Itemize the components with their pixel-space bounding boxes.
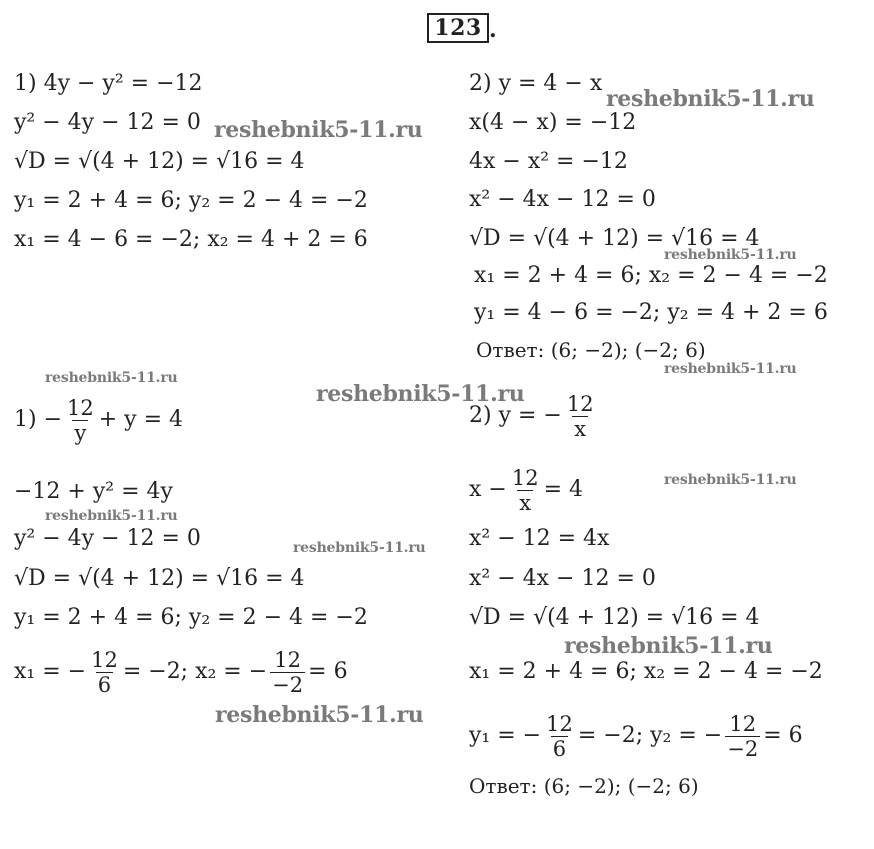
line-d3: x² − 12 = 4x <box>469 526 610 551</box>
c6-fraction-1 <box>89 648 120 697</box>
d2-denominator: x <box>519 490 532 515</box>
d1-fraction <box>565 392 596 441</box>
line-a4: y₁ = 2 + 4 = 6; y₂ = 2 − 4 = −2 <box>14 188 368 213</box>
line-a3: √D = √(4 + 12) = √16 = 4 <box>14 149 305 174</box>
d7-fraction-1 <box>544 712 575 761</box>
line-d6: x₁ = 2 + 4 = 6; x₂ = 2 − 4 = −2 <box>469 659 823 684</box>
line-c4: √D = √(4 + 12) = √16 = 4 <box>14 566 305 591</box>
watermark: reshebnik5-11.ru <box>45 370 178 386</box>
line-b5: √D = √(4 + 12) = √16 = 4 <box>469 226 760 251</box>
d7-post: = 6 <box>763 723 803 748</box>
d7-numerator-2: 12 <box>729 711 757 736</box>
line-b2: x(4 − x) = −12 <box>469 110 637 135</box>
line-a1: 1) 4y − y² = −12 <box>14 71 203 96</box>
d1-numerator: 12 <box>566 391 594 416</box>
d2-pre: x − <box>469 477 507 502</box>
line-b6: x₁ = 2 + 4 = 6; x₂ = 2 − 4 = −2 <box>474 263 828 288</box>
line-d5: √D = √(4 + 12) = √16 = 4 <box>469 605 760 630</box>
c6-mid: = −2; x₂ = − <box>122 659 268 684</box>
problem-number-dot: . <box>489 17 497 43</box>
line-b3: 4x − x² = −12 <box>469 149 628 174</box>
line-b1: 2) y = 4 − x <box>469 71 603 96</box>
d7-mid: = −2; y₂ = − <box>577 723 723 748</box>
problem-number: 123 <box>434 15 482 41</box>
watermark: reshebnik5-11.ru <box>664 472 797 488</box>
c6-numerator-2: 12 <box>274 647 302 672</box>
c1-numerator: 12 <box>67 395 94 420</box>
c6-denominator-2: −2 <box>272 672 304 697</box>
line-c3: y² − 4y − 12 = 0 <box>14 526 201 551</box>
c1-fraction <box>65 396 96 445</box>
d7-denominator-1: 6 <box>552 736 567 761</box>
line-c2: −12 + y² = 4y <box>14 479 173 504</box>
watermark: reshebnik5-11.ru <box>214 117 423 143</box>
line-b4: x² − 4x − 12 = 0 <box>469 187 656 212</box>
line-d7 <box>469 706 803 766</box>
watermark: reshebnik5-11.ru <box>606 86 815 112</box>
line-d2 <box>469 460 583 520</box>
answer-b: Ответ: (6; −2); (−2; 6) <box>476 338 706 362</box>
c1-post: + y = 4 <box>98 407 184 432</box>
d7-numerator-1: 12 <box>546 711 573 736</box>
d2-numerator: 12 <box>511 465 539 490</box>
watermark: reshebnik5-11.ru <box>664 361 797 377</box>
d7-pre: y₁ = − <box>469 723 542 748</box>
answer-d: Ответ: (6; −2); (−2; 6) <box>469 774 699 798</box>
watermark: reshebnik5-11.ru <box>215 702 424 728</box>
c6-pre: x₁ = − <box>14 659 87 684</box>
d1-denominator: x <box>574 416 587 441</box>
c6-post: = 6 <box>308 659 348 684</box>
line-c5: y₁ = 2 + 4 = 6; y₂ = 2 − 4 = −2 <box>14 605 368 630</box>
d7-fraction-2 <box>725 712 760 761</box>
d2-post: = 4 <box>543 477 584 502</box>
c1-denominator: y <box>74 420 87 445</box>
line-d4: x² − 4x − 12 = 0 <box>469 566 656 591</box>
line-c6 <box>14 642 348 702</box>
line-a5: x₁ = 4 − 6 = −2; x₂ = 4 + 2 = 6 <box>14 227 368 252</box>
watermark: reshebnik5-11.ru <box>45 508 178 524</box>
line-a2: y² − 4y − 12 = 0 <box>14 110 201 135</box>
c1-pre: 1) − <box>14 407 63 432</box>
d2-fraction <box>510 466 541 515</box>
d7-denominator-2: −2 <box>727 736 759 761</box>
d1-pre: 2) y = − <box>469 403 562 428</box>
c6-fraction-2 <box>270 648 305 697</box>
c6-numerator-1: 12 <box>91 647 118 672</box>
line-b7: y₁ = 4 − 6 = −2; y₂ = 4 + 2 = 6 <box>474 300 828 325</box>
line-c1 <box>14 390 183 450</box>
c6-denominator-1: 6 <box>97 672 112 697</box>
problem-number-box <box>427 13 489 43</box>
watermark: reshebnik5-11.ru <box>564 633 773 659</box>
watermark: reshebnik5-11.ru <box>293 540 426 556</box>
watermark: reshebnik5-11.ru <box>316 381 525 407</box>
watermark: reshebnik5-11.ru <box>664 247 797 263</box>
